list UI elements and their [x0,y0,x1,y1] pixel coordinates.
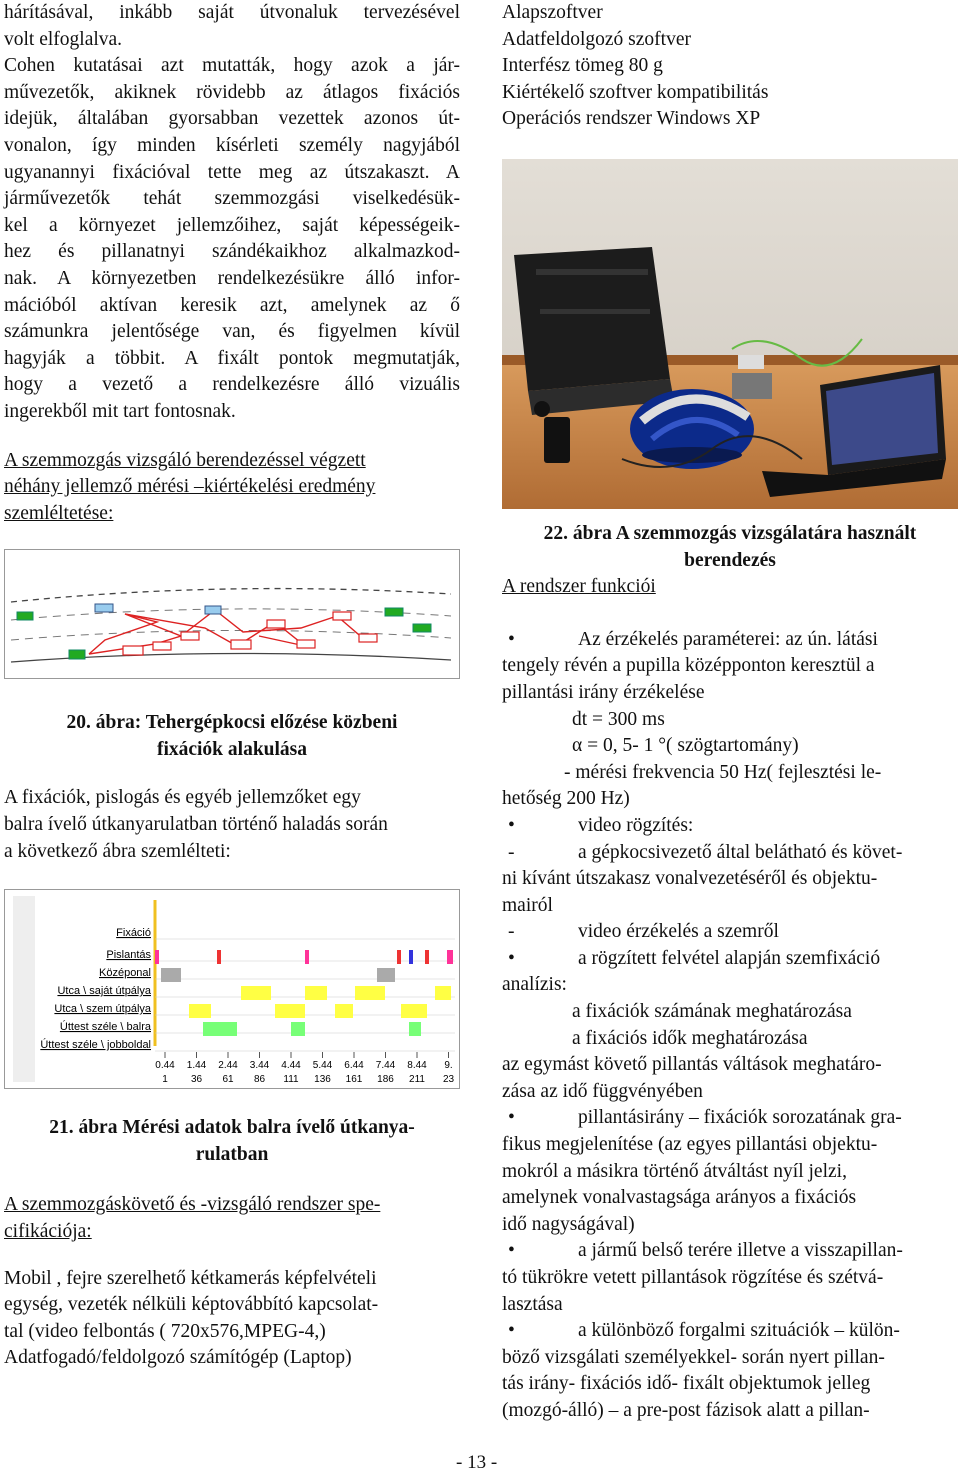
text-line: számunkra jelentősége van, és figyelmen kívül [4,321,460,343]
text-line: idejük, általában gyorsabban vezettek azonos út- [4,108,460,130]
axis-tick-label: 186 [377,1074,394,1086]
bullet-marker: • [508,1320,515,1342]
list-item [502,1238,958,1265]
list-line: (mozgó-álló) – a pre-post fázisok alatt a pillan- [502,1399,870,1421]
text-line: tal (video felbontás ( 720x576,MPEG-4,) [4,1320,326,1342]
text-line: egység, vezeték nélküli képtovábbító kapcsolat- [4,1294,379,1316]
event-bar [275,1004,305,1018]
fixation-road-diagram [5,550,459,678]
axis-tick-label: 36 [190,1074,203,1086]
list-line: pillantási irány érzékelése [502,681,705,703]
event-bar [435,986,451,1000]
text-line: 22. ábra A szemmozgás vizsgálatára használt [543,522,917,544]
list-line: lasztása [502,1293,563,1315]
text-line: Interfész tömeg 80 g [502,55,663,77]
list-line: tó tükrökre vetett pillantások rögzítése és szétvá- [502,1267,884,1288]
event-bar [425,950,429,964]
text-line: néhány jellemző mérési –kiértékelési eredmény [4,476,376,498]
list-item-text: a gépkocsivezető által belátható és követ- [578,841,903,863]
text-line: 21. ábra Mérési adatok balra ívelő útkanya- [49,1117,415,1139]
axis-tick-label: 1 [162,1074,168,1086]
text-line: A szemmozgás vizsgáló berendezéssel végzett [4,449,366,471]
text-line: szemléltetése: [4,502,114,524]
axis-tick-label: 111 [283,1074,299,1086]
row-label: Utca \ saját útpálya [57,985,151,998]
text-line: Cohen kutatásai azt mutatták, hogy azok a jár- [4,55,460,77]
list-item [502,813,958,840]
list-item [502,840,958,867]
row-label: Középonal [99,967,151,980]
bullet-marker: • [508,1107,515,1129]
text-line: rulatban [195,1143,269,1165]
text-line: Alapszoftver [502,2,603,23]
text-line: a következő ábra szemlélteti: [4,840,231,862]
row-label: Úttest széle \ jobboldal [40,1039,151,1052]
list-line: α = 0, 5- 1 °( szögtartomány) [572,735,799,757]
axis-tick-label: 5.44 [312,1060,333,1072]
text-line: Mobil , fejre szerelhető kétkamerás képfelvételi [4,1267,377,1289]
list-item-text: pillantásirány – fixációk sorozatának gra- [578,1107,902,1129]
list-item [502,627,958,654]
event-bar [335,1004,353,1018]
text-line: ugyanannyi fixációval tette meg az útszakaszt. A [4,161,460,183]
figure-22-equipment-photo [502,159,958,509]
bullet-marker: - [508,921,515,943]
figure-21-measurement-timeline [4,889,460,1089]
event-bar [409,1022,421,1036]
intro-paragraph [4,0,460,426]
row-label: Úttest széle \ balra [59,1021,151,1034]
text-line: Adatfogadó/feldolgozó számítógép (Laptop) [4,1347,352,1369]
text-line: járművezetők tehát szemmozgási viselkedésük- [4,188,460,210]
event-bar [217,950,221,964]
event-bar [447,950,453,964]
axis-tick-label: 4.44 [281,1060,301,1072]
timeline-chart [5,890,459,1088]
list-line: tengely révén a pupilla középponton keresztül a [502,655,875,677]
list-line: idő nagyságával) [502,1213,635,1235]
axis-tick-label: 7.44 [375,1060,396,1072]
list-line: mokról a másikra történő átváltást nyíl jelzi, [502,1160,847,1182]
text-line: Adatfeldolgozó szoftver [502,28,691,50]
event-bar [291,1022,305,1036]
text-line: hárításával, inkább saját útvonaluk tervezésével [4,2,460,23]
event-bar [377,968,395,982]
axis-tick-label: 161 [345,1074,363,1086]
page-number: - 13 - [456,1452,498,1473]
spec-paragraph [4,1266,460,1372]
text-line: kel a környezet jellemzőihez, saját képességeik- [4,214,460,236]
axis-tick-label: 8.44 [407,1060,427,1072]
row-label: Pislantás [106,949,151,962]
bullet-marker: • [508,628,515,650]
event-bar [161,968,181,982]
spec-list-continued [502,0,958,133]
figure-20-overtaking-fixations [4,549,460,679]
text-line: hagyják a többit. A fixált pontok megmutatják, [4,347,460,369]
figure-21-intro-paragraph [4,785,460,865]
text-line: fixációk alakulása [156,738,308,760]
event-bar [155,950,159,964]
text-line: balra ívelő útkanyarulatban történő haladás során [4,814,388,836]
event-bar [305,950,309,964]
equipment-photo-illustration [502,159,958,509]
axis-tick-label: 86 [253,1074,266,1086]
list-line: fikus megjelenítése (az egyes pillantási objektu- [502,1134,878,1156]
axis-tick-label: 1.44 [186,1060,207,1072]
text-line: berendezés [684,549,776,571]
bullet-marker: • [508,1240,515,1262]
text-line: volt elfoglalva. [4,28,123,50]
event-bar [401,1004,427,1018]
text-line: A szemmozgáskövető és -vizsgáló rendszer spe- [4,1194,381,1216]
list-line: a fixációk számának meghatározása [572,1001,852,1023]
list-line: dt = 300 ms [572,708,665,730]
list-item-text: Az érzékelés paraméterei: az ún. látási [578,628,878,650]
event-bar [355,986,385,1000]
event-bar [397,950,401,964]
right-column [502,0,958,1425]
list-item-text: a rögzített felvétel alapján szemfixáció [578,947,881,969]
left-column [4,0,460,1372]
bullet-marker: • [508,947,515,969]
list-line: analízis: [502,974,567,996]
list-item [502,946,958,973]
axis-tick-label: 0.44 [155,1060,175,1072]
list-line: a fixációs idők meghatározása [572,1027,808,1049]
axis-tick-label: 211 [409,1074,425,1086]
text-line: Operációs rendszer Windows XP [502,108,761,130]
spec-heading [4,1192,460,1245]
axis-tick-label: 3.44 [249,1060,270,1072]
list-line: hetőség 200 Hz) [502,788,630,810]
list-item [502,1318,958,1345]
text-line: nak. A környezetben rendelkezésükre álló infor- [4,267,460,289]
text-line: A fixációk, pislogás és egyéb jellemzőket egy [4,787,361,809]
list-line: zása az idő függvényében [502,1080,703,1102]
bullet-marker: • [508,814,515,836]
functions-heading: A rendszer funkciói [502,576,656,598]
text-line: hogy a vezető a rendelkezésre álló vizuális [4,374,460,396]
axis-tick-label: 2.44 [218,1060,238,1072]
axis-tick-label: 6.44 [344,1060,364,1072]
text-line: cifikációja: [4,1221,92,1243]
axis-tick-label: 61 [222,1074,234,1086]
axis-tick-label: 9. [444,1060,453,1072]
list-line: böző vizsgálati személyekkel- során nyert pillan- [502,1346,885,1368]
text-line: Kiértékelő szoftver kompatibilitás [502,81,769,103]
event-bar [203,1022,237,1036]
list-item-text: video rögzítés: [578,814,694,836]
text-line: ingerekből mit tart fontosnak. [4,400,236,422]
list-item-text: a jármű belső terére illetve a visszapillan- [578,1240,903,1262]
event-bar [241,986,271,1000]
text-line: 20. ábra: Tehergépkocsi előzése közbeni [66,712,398,734]
bullet-marker: - [508,841,515,863]
list-line: - mérési frekvencia 50 Hz( fejlesztési le- [564,761,882,783]
text-line: hez és pillanatnyi szándékaikhoz alkalmazkod- [4,241,460,263]
list-line: ni kívánt útszakasz vonalvezetéséről és objektu- [502,868,878,890]
list-line: mairól [502,894,553,916]
text-line: vonalon, így minden kísérleti személy nagyjából [4,134,460,156]
figure-22-caption [502,521,958,574]
section-heading [4,448,460,528]
list-item-text: video érzékelés a szemről [578,921,779,943]
list-line: amelynek vonalvastagsága arányos a fixációs [502,1187,857,1209]
figure-20-caption [4,710,460,763]
list-item [502,919,958,946]
list-item-text: a különböző forgalmi szituációk – külön- [578,1320,900,1342]
list-line: tás irány- fixációs idő- fixált objektumok jelleg [502,1373,871,1395]
list-line: az egymást követő pillantás váltások meghatáro- [502,1054,882,1076]
axis-tick-label: 23 [442,1074,455,1086]
event-bar [409,950,413,964]
axis-tick-label: 136 [314,1074,331,1086]
text-line: mációból aktívan keresik azt, amelynek az ő [4,294,460,316]
text-line: művezetők, akiknek rövidebb az átlagos fixációs [4,81,460,103]
row-label: Utca \ szem útpálya [54,1003,151,1016]
event-bar [305,986,327,1000]
event-bar [189,1004,211,1018]
figure-21-caption [4,1115,460,1168]
functions-list [502,627,958,1425]
list-item [502,1105,958,1132]
row-label: Fixáció [116,927,151,940]
